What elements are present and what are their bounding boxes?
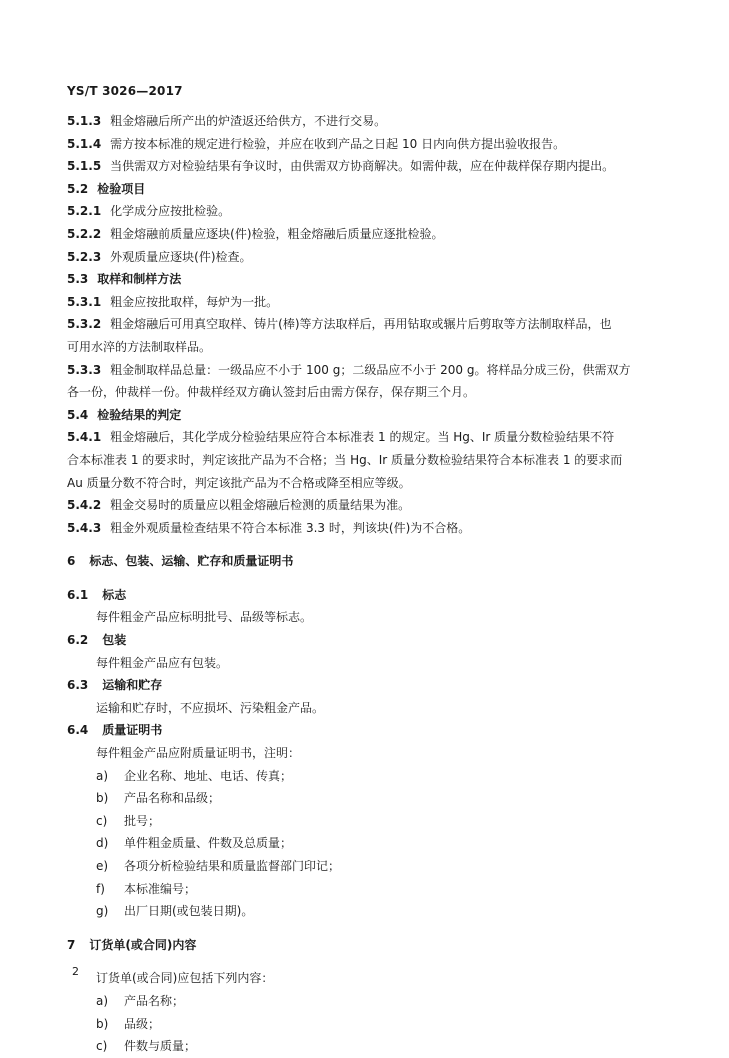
list-item <box>67 832 672 855</box>
section-6-2-text: 每件粗金产品应有包装。 <box>96 655 229 670</box>
list-marker: b) <box>96 791 109 806</box>
section-6-2-heading <box>67 629 672 652</box>
section-title: 运输和贮存 <box>102 678 163 693</box>
clause-number: 5.3.2 <box>67 317 102 332</box>
section-title: 包装 <box>102 633 127 648</box>
list-marker: c) <box>96 1039 108 1054</box>
section-title: 取样和制样方法 <box>97 272 182 287</box>
clause-text: 粗金交易时的质量应以粗金熔融后检测的质量结果为准。 <box>110 498 411 513</box>
chapter-6-heading <box>67 550 672 573</box>
list-item <box>67 765 672 788</box>
clause-5-1-3 <box>67 110 672 133</box>
clause-text: 粗金熔融后所产出的炉渣返还给供方，不进行交易。 <box>110 114 387 128</box>
section-title: 检验项目 <box>97 181 146 196</box>
list-item <box>67 787 672 810</box>
section-number: 5.2 <box>67 181 89 196</box>
list-marker: e) <box>96 859 109 873</box>
list-item <box>67 878 672 901</box>
list-item-text: 批号； <box>124 813 161 828</box>
clause-number: 5.1.3 <box>67 114 102 128</box>
clause-text: 外观质量应逐块(件)检查。 <box>110 249 252 264</box>
standard-code-header: YS/T 3026—2017 <box>67 84 183 98</box>
section-6-1-heading <box>67 584 672 607</box>
clause-5-3-1 <box>67 291 672 314</box>
list-marker: c) <box>96 813 108 828</box>
clause-5-3-3 <box>67 359 672 382</box>
clause-text: 当供需双方对检验结果有争议时，由供需双方协商解决。如需仲裁，应在仲裁样保存期内提出。 <box>110 159 615 174</box>
list-marker: a) <box>96 993 109 1008</box>
chapter-number: 6 <box>67 554 76 569</box>
clause-5-3-3-continued: 各一份，仲裁样一份。仲裁样经双方确认签封后由需方保存，保存期三个月。 <box>67 385 476 400</box>
clause-text: 粗金熔融后，其化学成分检验结果应符合本标准表 1 的规定。当 Hg、Ir 质量分数检验结果不符 <box>110 430 615 445</box>
clause-number: 5.2.2 <box>67 226 102 241</box>
list-item <box>67 810 672 833</box>
clause-number: 5.2.1 <box>67 204 102 219</box>
list-item-text: 产品名称； <box>124 993 185 1008</box>
clause-5-4-1-continued: 合本标准表 1 的要求时，判定该批产品为不合格；当 Hg、Ir 质量分数检验结果符合本标准表 1 的要求而 <box>67 452 623 467</box>
section-title: 检验结果的判定 <box>97 407 182 422</box>
chapter-title: 标志、包装、运输、贮存和质量证明书 <box>89 554 294 569</box>
clause-5-3-2 <box>67 313 672 336</box>
section-number: 6.4 <box>67 723 89 738</box>
clause-number: 5.4.3 <box>67 520 102 535</box>
clause-text: 粗金熔融前质量应逐块(件)检验，粗金熔融后质量应逐批检验。 <box>110 226 444 241</box>
clause-5-1-5 <box>67 155 672 178</box>
clause-5-3-2-continued: 可用水淬的方法制取样品。 <box>67 339 212 354</box>
clause-number: 5.4.2 <box>67 498 102 513</box>
clause-text: 粗金熔融后可用真空取样、铸片(棒)等方法取样后，再用钻取或辗片后剪取等方法制取样品，也 <box>110 317 612 332</box>
list-item-text: 产品名称和品级； <box>124 791 221 806</box>
document-body <box>67 110 672 1058</box>
chapter-title: 订货单(或合同)内容 <box>89 937 197 952</box>
chapter-number: 7 <box>67 937 76 952</box>
list-item <box>67 990 672 1013</box>
section-title: 质量证明书 <box>102 723 163 738</box>
section-number: 5.3 <box>67 272 89 287</box>
list-item-text: 出厂日期(或包装日期)。 <box>124 904 254 919</box>
list-item-text: 企业名称、地址、电话、传真； <box>124 768 293 783</box>
section-5-4-heading <box>67 404 672 427</box>
clause-number: 5.1.5 <box>67 159 102 174</box>
clause-number: 5.1.4 <box>67 136 102 151</box>
clause-text: 粗金外观质量检查结果不符合本标准 3.3 时，判该块(件)为不合格。 <box>110 520 471 535</box>
clause-5-4-2 <box>67 494 672 517</box>
section-6-3-text: 运输和贮存时，不应损坏、污染粗金产品。 <box>96 700 325 715</box>
list-marker: g) <box>96 904 109 919</box>
clause-number: 5.3.1 <box>67 294 102 309</box>
section-number: 5.4 <box>67 407 89 422</box>
section-6-4-intro: 每件粗金产品应附质量证明书，注明： <box>96 746 301 761</box>
section-6-3-heading <box>67 674 672 697</box>
clause-5-4-3 <box>67 517 672 540</box>
list-marker: d) <box>96 836 109 851</box>
section-title: 标志 <box>102 587 127 602</box>
list-item <box>67 855 672 878</box>
clause-number: 5.3.3 <box>67 362 102 377</box>
section-number: 6.2 <box>67 633 89 648</box>
clause-5-2-2 <box>67 223 672 246</box>
clause-5-4-1 <box>67 426 672 449</box>
section-number: 6.1 <box>67 587 89 602</box>
list-marker: b) <box>96 1016 109 1031</box>
list-item-text: 单件粗金质量、件数及总质量； <box>124 836 293 851</box>
clause-5-2-3 <box>67 246 672 269</box>
list-item-text: 品级； <box>124 1016 161 1031</box>
clause-5-4-1-continued-2: Au 质量分数不符合时，判定该批产品为不合格或降至相应等级。 <box>67 475 411 490</box>
list-item-text: 各项分析检验结果和质量监督部门印记； <box>124 859 341 873</box>
clause-5-2-1 <box>67 200 672 223</box>
list-item-text: 本标准编号； <box>124 881 197 896</box>
page-number: 2 <box>72 965 79 978</box>
list-marker: f) <box>96 881 105 896</box>
section-6-4-heading <box>67 719 672 742</box>
chapter-7-intro: 订货单(或合同)应包括下列内容： <box>96 971 274 986</box>
list-item-text: 件数与质量； <box>124 1039 197 1054</box>
section-5-2-heading <box>67 178 672 201</box>
clause-text: 需方按本标准的规定进行检验，并应在收到产品之日起 10 日内向供方提出验收报告。 <box>110 136 566 151</box>
clause-5-1-4 <box>67 133 672 156</box>
clause-text: 粗金制取样品总量：一级品应不小于 100 g；二级品应不小于 200 g。将样品分成三份，供需双方 <box>110 362 631 377</box>
list-item <box>67 900 672 923</box>
section-5-3-heading <box>67 268 672 291</box>
clause-text: 化学成分应按批检验。 <box>110 204 231 219</box>
section-number: 6.3 <box>67 678 89 693</box>
list-item <box>67 1035 672 1058</box>
clause-text: 粗金应按批取样，每炉为一批。 <box>110 294 279 309</box>
clause-number: 5.4.1 <box>67 430 102 445</box>
chapter-7-heading <box>67 934 672 957</box>
list-marker: a) <box>96 768 109 783</box>
section-6-1-text: 每件粗金产品应标明批号、品级等标志。 <box>96 610 313 625</box>
clause-number: 5.2.3 <box>67 249 102 264</box>
